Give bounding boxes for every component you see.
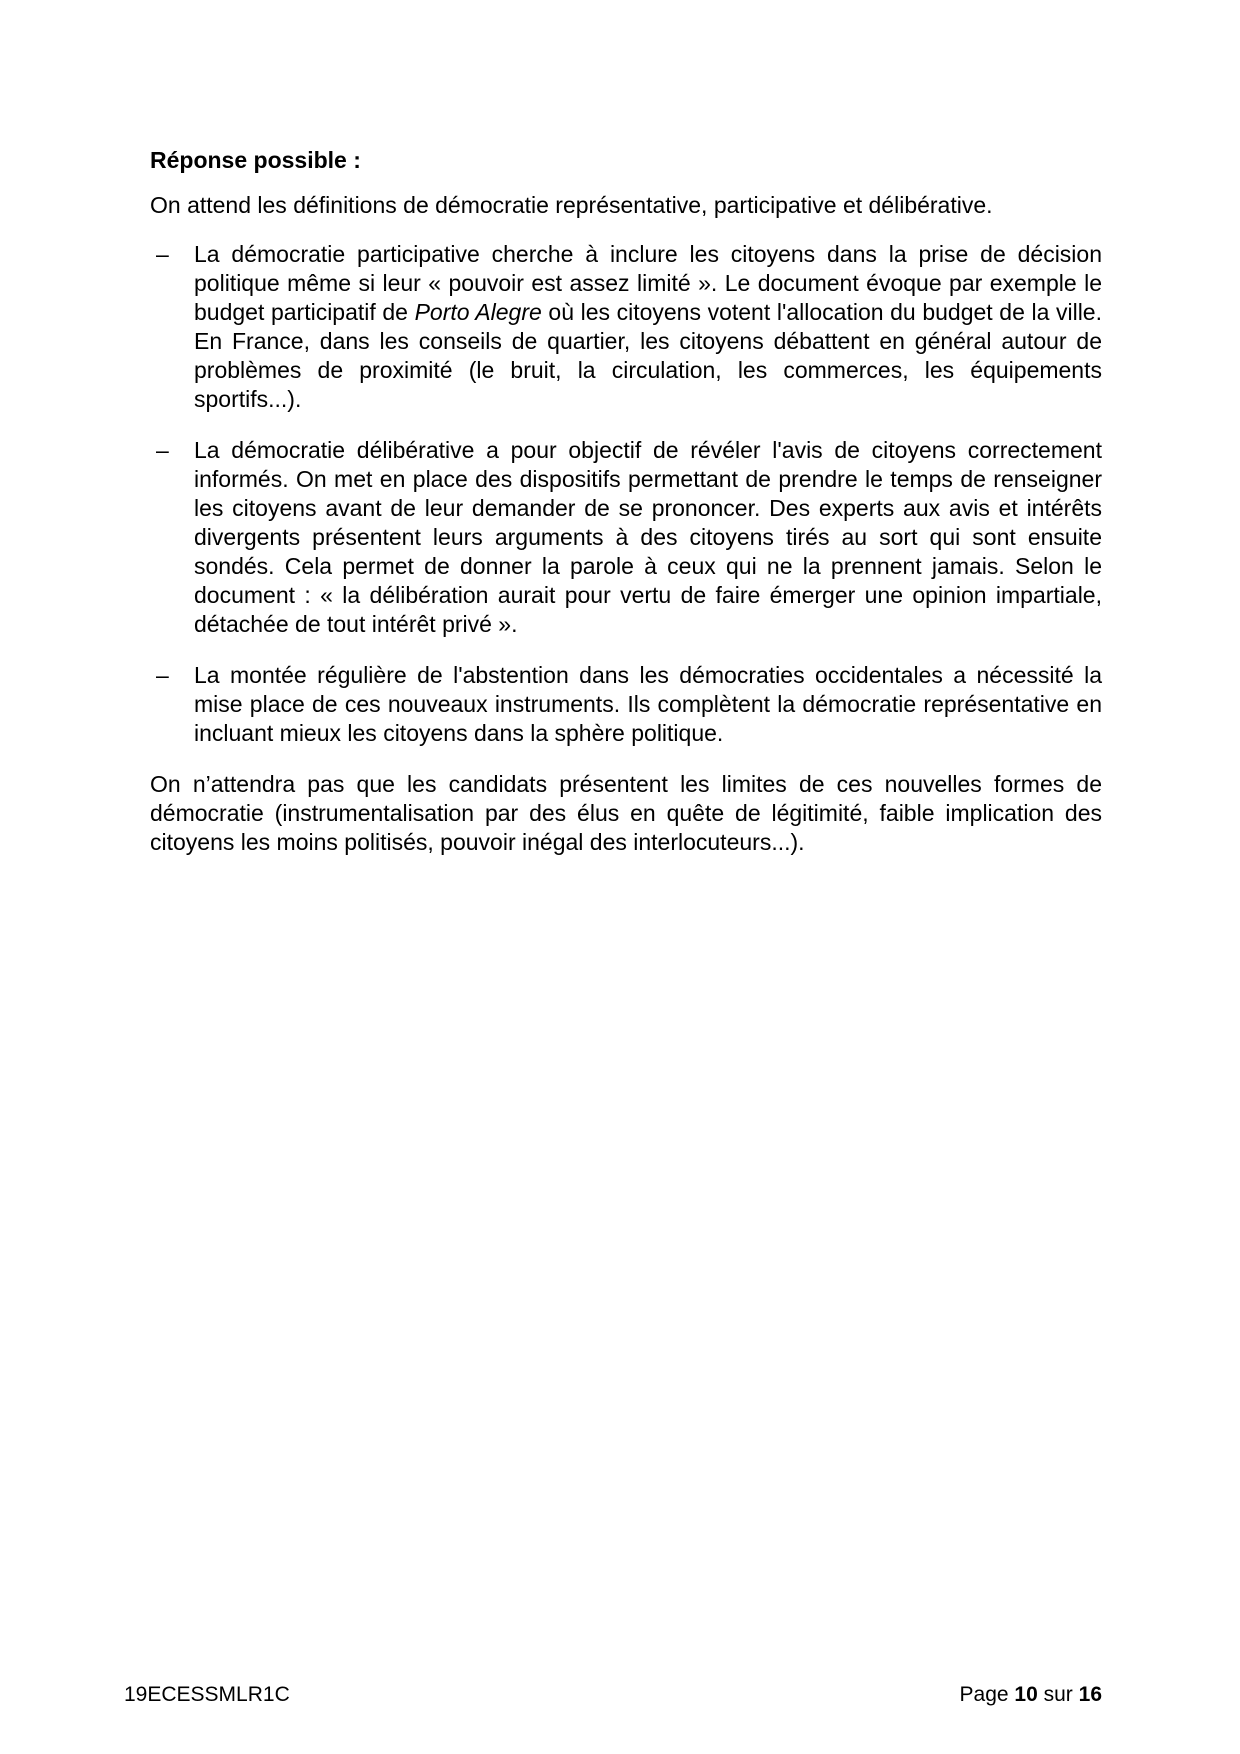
page-label: Page [959, 1683, 1009, 1706]
section-heading: Réponse possible : [150, 147, 361, 173]
bullet-text: La montée régulière de l'abstention dans les démocraties occidentales a nécessité la mise place de ces nouveaux instruments. Ils complètent la démocratie représentative en incluant mieux les citoyens dans la sphère politique. [194, 662, 1102, 746]
bullet-item-deliberative [150, 436, 1102, 639]
bullet-dash: – [156, 662, 169, 688]
bullet-text-italic: Porto Alegre [414, 299, 542, 325]
bullet-item-abstention [150, 661, 1102, 748]
document-code: 19ECESSMLR1C [124, 1683, 290, 1706]
bullet-item-participative [150, 240, 1102, 414]
bullet-list [150, 240, 1102, 748]
bullet-text-part2: où les citoyens votent l'allocation du budget de la ville. En France, dans les conseils de quartier, les citoyens débattent en général autour de problèmes de proximité (le bruit, la circulation, les commerces, les équipements sportifs...). [194, 299, 1102, 412]
page-separator: sur [1043, 1683, 1073, 1706]
bullet-text-part1: La démocratie participative cherche à inclure les citoyens dans la prise de décision politique même si leur « pouvoir est assez limité ». Le document évoque par exemple le budget participatif de [194, 241, 1102, 325]
page-number [960, 1682, 1102, 1708]
bullet-dash: – [156, 241, 169, 267]
bullet-dash: – [156, 437, 169, 463]
page-current: 10 [1014, 1683, 1038, 1706]
page-total: 16 [1078, 1683, 1102, 1706]
closing-paragraph: On n’attendra pas que les candidats présentent les limites de ces nouvelles formes de démocratie (instrumentalisation par des élus en quête de légitimité, faible implication des citoyens les moins politisés, pouvoir inégal des interlocuteurs...). [150, 771, 1102, 855]
intro-paragraph: On attend les définitions de démocratie représentative, participative et délibérative. [150, 192, 993, 218]
bullet-text: La démocratie délibérative a pour objectif de révéler l'avis de citoyens correctement informés. On met en place des dispositifs permettant de prendre le temps de renseigner les citoyens avant de leur demander de se prononcer. Des experts aux avis et intérêts divergents présentent leurs arguments à des citoyens tirés au sort qui sont ensuite sondés. Cela permet de donner la parole à ceux qui ne la prennent jamais. Selon le document : « la délibération aurait pour vertu de faire émerger une opinion impartiale, détachée de tout intérêt privé ». [194, 437, 1102, 637]
document-body [150, 146, 1102, 857]
